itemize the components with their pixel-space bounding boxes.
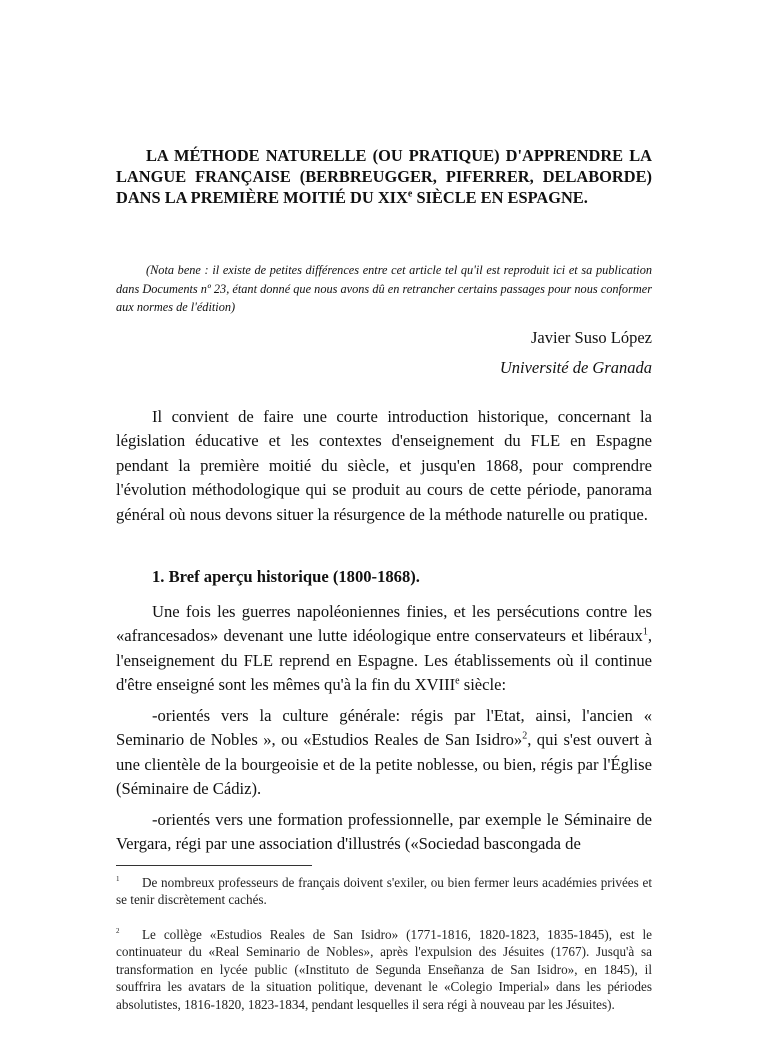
footnote-text: Le collège «Estudios Reales de San Isidro» (1771-1816, 1820-1823, 1835-1845), est le continuateur du «Real Seminario de Nobles», après l'expulsion des Jésuites (1767). Jusqu'à sa transformation en lycée public («Instituto de Segunda Enseñanza de San Isidro», en 1845), il souffrira les avatars de la situation politique, devenant le «Colegio Imperial» dans les périodes absolutistes, 1816-1820, 1823-1834, pendant lesquelles il sera régi à nouveau par les Jésuites). xyxy=(116,926,652,1012)
nota-bene: (Nota bene : il existe de petites différences entre cet article tel qu'il est reproduit ici et sa publication dans Documents nº 23, étant donné que nous avons dû en retrancher certains passages pour nous conformer aux normes de l'édition) xyxy=(116,263,652,314)
text: -orientés vers la culture générale: régis par l'Etat, ainsi, l'ancien « Seminario de Nobles », ou «Estudios Reales de San Isidro» xyxy=(116,705,652,749)
footnote-ref[interactable]: 2 xyxy=(522,730,528,742)
footnote-1 xyxy=(116,874,652,909)
title-text: LA MÉTHODE NATURELLE (OU PRATIQUE) D'APPRENDRE LA LANGUE FRANÇAISE (BERBREUGGER, PIFERRER, DELABORDE) DANS LA PREMIÈRE MOITIÉ DU XIX xyxy=(116,146,652,207)
text: , l'enseignement du FLE reprend en Espagne. Les établissements où il continue d'être enseigné sont les mêmes qu'à la fin du XVIII xyxy=(116,626,652,694)
section-heading: 1. Bref aperçu historique (1800-1868). xyxy=(152,567,420,586)
title-superscript: e xyxy=(407,188,413,200)
paragraph-2 xyxy=(116,704,652,802)
footnote-ref[interactable]: 1 xyxy=(642,626,648,638)
intro-text: Il convient de faire une courte introduction historique, concernant la législation éducative et les contextes d'enseignement du FLE en Espagne pendant la première moitié du siècle, et jusqu'en 1868, pour comprendre l'évolution méthodologique qui se produit au cours de cette période, panorama général où nous devons situer la résurgence de la méthode naturelle ou pratique. xyxy=(116,406,652,524)
text: Une fois les guerres napoléoniennes finies, et les persécutions contre les «afrancesados» devenant une lutte idéologique entre conservateurs et libéraux xyxy=(116,601,652,645)
body-section xyxy=(116,600,652,857)
author-affiliation: Université de Granada xyxy=(499,357,652,377)
intro-paragraph xyxy=(116,405,652,528)
text: siècle: xyxy=(459,675,507,694)
footnote-number: 2 xyxy=(116,926,120,935)
superscript: e xyxy=(455,675,460,687)
footnote-number: 1 xyxy=(116,874,120,883)
title-text-end: SIÈCLE EN ESPAGNE. xyxy=(412,188,588,207)
footnote-rule xyxy=(116,865,312,866)
author-name: Javier Suso López xyxy=(531,327,652,347)
footnote-2 xyxy=(116,926,652,1014)
paragraph-3: -orientés vers une formation professionnelle, par exemple le Séminaire de Vergara, régi par une association d'illustrés («Sociedad bascongada de xyxy=(116,809,652,853)
footnotes xyxy=(116,874,652,1014)
article-title xyxy=(116,145,652,208)
paragraph-1 xyxy=(116,600,652,698)
text: , qui s'est ouvert à une clientèle de la bourgeoisie et de la petite noblesse, ou bien, régis par l'Église (Séminaire de Cádiz). xyxy=(116,730,652,798)
footnote-text: De nombreux professeurs de français doivent s'exiler, ou bien fermer leurs académies privées et se tenir discrètement cachés. xyxy=(116,874,652,907)
